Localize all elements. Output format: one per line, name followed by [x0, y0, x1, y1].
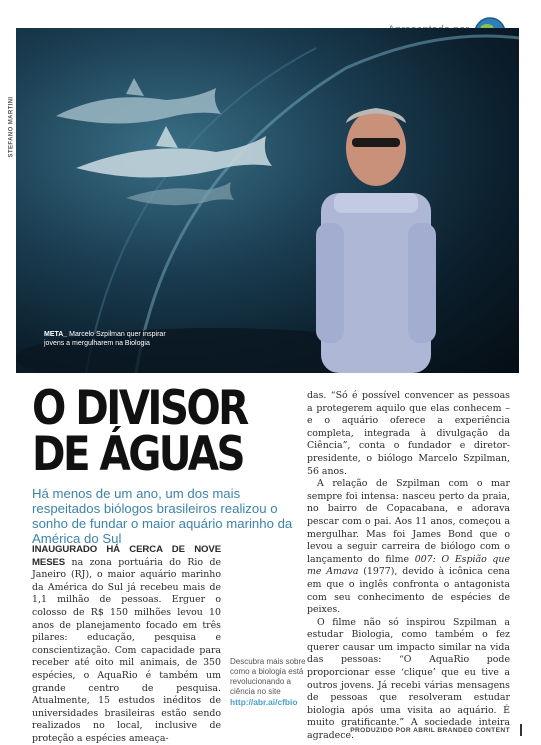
paragraph-text: (1977), devido à icônica cena em que o inglês confronta o antagonista com seu conhecimento de espécies de peixes. — [307, 566, 510, 616]
photo-credit — [3, 96, 15, 160]
paragraph: das. “Só é possível convencer as pessoas a protegerem aquilo que elas conhecem – e o aquário oferece a experiência completa, integrada à divulgação da Ciência”, conta o fundador e diretor-presidente, o biólogo Marcelo Szpilman, 56 anos. — [307, 390, 510, 477]
footer-credit: PRODUZIDO POR ABRIL BRANDED CONTENT — [350, 727, 510, 734]
sidebar-box — [230, 657, 308, 707]
paragraph: O filme não só inspirou Szpilman a estudar Biologia, como também o fez querer causar um impacto similar na vida das pessoas: “O AquaRio pode proporcionar esse ‘clique’ que eu tive a outros jovens. Já recebi várias mensagens de pessoas que resolveram estudar biologia após uma visita ao aquário. É muito gratificante.” A sociedade inteira agradece. — [307, 616, 510, 742]
article-column-2 — [307, 390, 510, 743]
paragraph-text: A relação de Szpilman com o mar sempre foi intensa: nasceu perto da praia, no bairro de Copacabana, e adorava pescar com o pai. Aos 11 anos, começou a mergulhar. Mas foi James Bond que o levou a seguir carreira de biólogo com o lançamento do filme — [307, 478, 510, 565]
headline-line-1: O DIVISOR — [32, 381, 247, 436]
article-deck: Há menos de um ano, um dos mais respeitados biólogos brasileiros realizou o sonho de fundar o maior aquário marinho da América do Sul — [32, 486, 293, 546]
shark-shape-3 — [126, 182, 234, 205]
sidebar-text: Descubra mais sobre como a biologia está revolucionando a ciência no site — [230, 657, 306, 696]
paragraph-text: na zona portuária do Rio de Janeiro (RJ), o maior aquário marinho da América do Sul já recebeu mais de 1,1 milhão de pessoas. Erguer o colosso de R$ 150 milhões levou 10 anos de planejamento focado em três pilares: educação, pesquisa e conscientização. Com capacidade para receber até oito mil animais, de 350 espécies, o AquaRio é também um grande centro de pesquisa. Atualmente, 15 estudos inéditos de universidades brasileiras estão sendo realizados no local, inclusive de proteção a espécies ameaça- — [32, 556, 221, 744]
man-figure — [316, 108, 436, 373]
sidebar-link[interactable]: http://abr.ai/cfbio — [230, 697, 298, 707]
headline-line-2: DE ÁGUAS — [32, 427, 244, 482]
footer-rule — [520, 724, 522, 736]
paragraph — [32, 544, 221, 745]
photo-caption — [44, 330, 174, 348]
film-title: 007: O Espião que me Amava — [307, 553, 510, 578]
paragraph — [307, 478, 510, 617]
lead-in: INAUGURADO HÁ CERCA DE NOVE MESES — [32, 544, 221, 568]
hero-photo — [16, 28, 519, 373]
caption-text: Marcelo Szpilman quer inspirar jovens a mergulharem na Biologia — [44, 331, 166, 347]
article-headline — [32, 381, 247, 482]
photo-credit-text: STEFANO MARTINI — [8, 96, 15, 158]
article-column-1 — [32, 544, 221, 745]
caption-lead: META_ — [44, 331, 68, 338]
aquarium-scene — [16, 28, 519, 373]
